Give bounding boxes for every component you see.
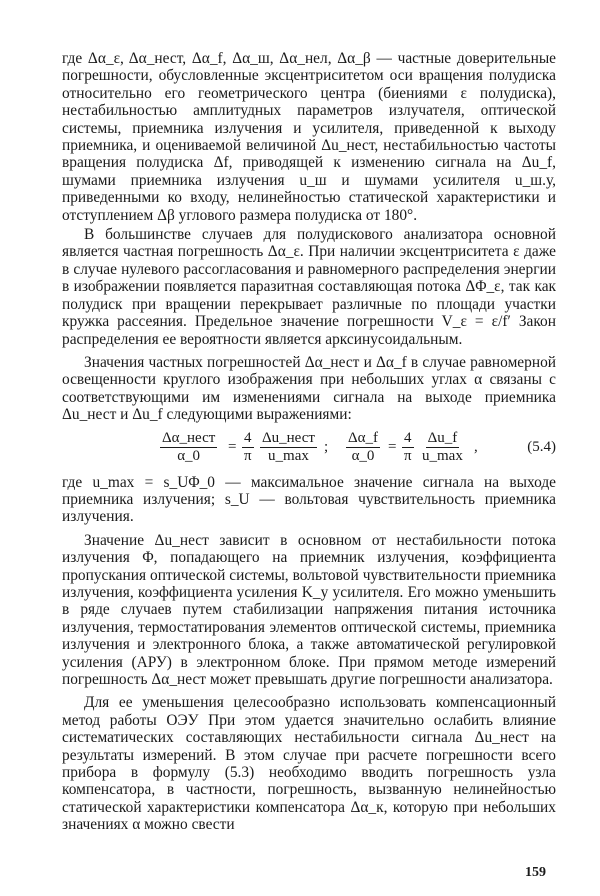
formula-fraction-2-numerator: Δu_нест: [262, 429, 315, 446]
formula-equals-2: =: [388, 438, 397, 455]
formula-fraction-3: [346, 430, 380, 465]
formula-coefficient-2: [402, 430, 414, 465]
formula-fraction-1-numerator: Δα_нест: [162, 429, 216, 446]
formula-fraction-4-numerator: Δu_f: [427, 429, 458, 446]
formula-fraction-1-denominator: α_0: [177, 447, 201, 464]
formula-coefficient-2-numerator: 4: [404, 429, 412, 446]
paragraph-5: Значение Δu_нест зависит в основном от нестабильности потока излучения Φ, попадающего на приемник излучения, коэффициента пропускания оптической системы, вольтовой чувствительности приемника излучения, коэффициента усиления K_у усилителя. Его можно уменьшить в ряде случаев путем стабилизации напряжения питания источника излучения, термостатирования элементов оптической системы, приемника излучения и электронного блока, а также автоматической регулировкой усиления (АРУ) в электронном блоке. При прямом методе измерений погрешность Δα_нест может превышать другие погрешности анализатора.: [62, 531, 556, 688]
paragraph-1: где Δα_ε, Δα_нест, Δα_f, Δα_ш, Δα_нел, Δα_β — частные доверительные погрешности, обусловленные эксцентриситетом оси вращения полудиска относительно его геометрического центра (биениями ε полудиска), нестабильностью амплитудных параметров излучателя, оптической системы, приемника излучения и усилителя, приведенной к выходу приемника, и оцениваемой величиной Δu_нест, нестабильностью частоты вращения полудиска Δf, приводящей к изменению сигнала на Δu_f, шумами приемника излучения u_ш и шумами усилителя u_ш.у, приведенными ко входу, нелинейностью статической характеристики и отступлением Δβ углового размера полудиска от 180°.: [62, 50, 556, 224]
paragraph-2: В большинстве случаев для полудискового анализатора основной является частная погрешность Δα_ε. При наличии эксцентриситета ε даже в случае нулевого рассогласования и равномерного распределения энергии в изображении появляется паразитная составляющая потока ΔΦ_ε, так как полудиск при вращении перекрывает различные по площади участки кружка рассеяния. Предельное значение погрешности V_ε = ε/f′ Закон распределения ее вероятности является арксинусоидальным.: [62, 226, 556, 348]
formula-fraction-1: [160, 430, 217, 465]
formula-separator: ;: [324, 438, 329, 455]
formula-comma: ,: [474, 438, 478, 455]
paragraph-4: где u_max = s_UΦ_0 — максимальное значение сигнала на выходе приемника излучения; s_U — вольтовая чувствительность приемника излучения.: [62, 473, 556, 526]
formula-coefficient-1-denominator: π: [244, 447, 252, 464]
page-number: 159: [525, 865, 546, 880]
formula-fraction-2-denominator: u_max: [268, 447, 309, 464]
formula-fraction-4: [420, 430, 465, 465]
formula-coefficient-2-denominator: π: [404, 447, 412, 464]
page-content: [62, 50, 556, 834]
formula-5-4: [62, 428, 556, 472]
formula-fraction-3-denominator: α_0: [351, 447, 375, 464]
paragraph-6: Для ее уменьшения целесообразно использовать компенсационный метод работы ОЭУ При этом удается значительно ослабить влияние систематических составляющих нестабильности сигнала Δu_нест на результаты измерений. В этом случае при расчете погрешности всего прибора в формулу (5.3) необходимо вводить погрешность узла компенсатора, в частности, погрешность, вызванную нелинейностью статической характеристики компенсатора Δα_к, которую при небольших значениях α можно свести: [62, 694, 556, 834]
equation-number: (5.4): [527, 438, 556, 455]
formula-equals-1: =: [228, 438, 237, 455]
formula-fraction-2: [260, 430, 317, 465]
paragraph-3: Значения частных погрешностей Δα_нест и Δα_f в случае равномерной освещенности круглого изображения при небольших углах α связаны с соответствующими им изменениями сигнала на выходе приемника Δu_нест и Δu_f следующими выражениями:: [62, 353, 556, 424]
formula-coefficient-1: [242, 430, 254, 465]
formula-coefficient-1-numerator: 4: [244, 429, 252, 446]
formula-fraction-4-denominator: u_max: [422, 447, 463, 464]
formula-fraction-3-numerator: Δα_f: [348, 429, 378, 446]
